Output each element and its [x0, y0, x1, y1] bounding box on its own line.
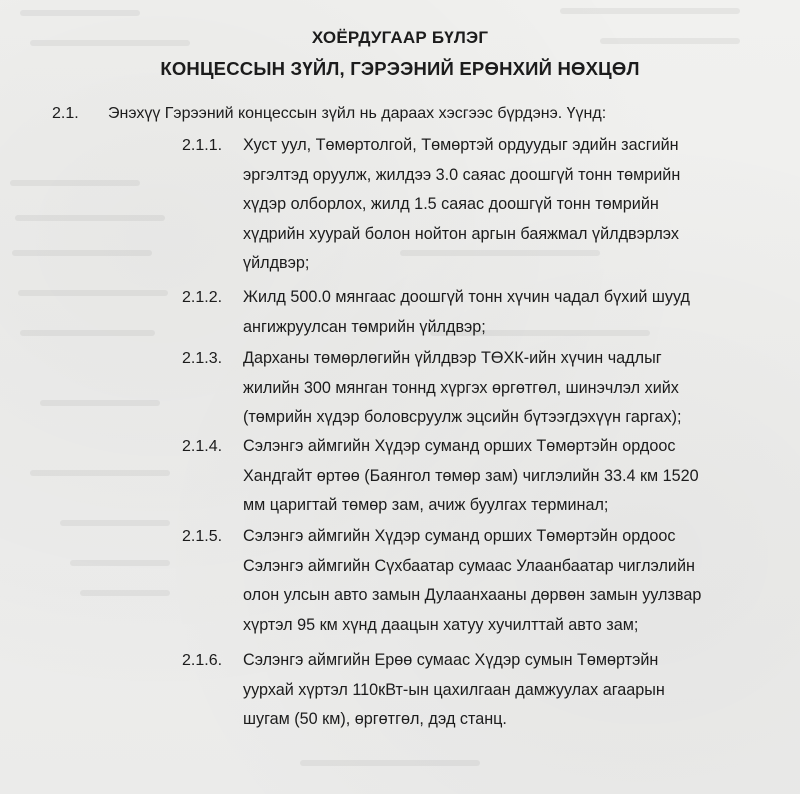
item-line: Сэлэнгэ аймгийн Сүхбаатар сумаас Улаанбаатар чиглэлийн [243, 556, 695, 575]
item-text [243, 344, 740, 433]
item-line: ангижруулсан төмрийн үйлдвэр; [243, 317, 486, 336]
item-line: хүдэр олборлох, жилд 1.5 саяас доошгүй тонн төмрийн [243, 195, 659, 213]
chapter-heading: ХОЁРДУГААР БҮЛЭГ [311, 28, 489, 47]
item-number: 2.1.4. [182, 438, 223, 455]
item-line: шугам (50 км), өргөтгөл, дэд станц. [243, 710, 507, 728]
item-line: Сэлэнгэ аймгийн Хүдэр суманд орших Төмөртэйн ордоос [243, 437, 676, 455]
item-line: уурхай хүртэл 110кВт-ын цахилгаан дамжуулах агаарын [243, 680, 665, 699]
item-line: олон улсын авто замын Дулаанхааны дөрвөн замын уулзвар [243, 586, 702, 604]
item-text [243, 131, 740, 279]
item-text [243, 646, 740, 735]
item-line: (төмрийн хүдэр боловсруулж эцсийн бүтээгдэхүүн гаргах); [243, 408, 682, 426]
item-number: 2.1.1. [182, 137, 223, 154]
item-line: хүртэл 95 км хүнд даацын хатуу хучилттай авто зам; [243, 615, 639, 634]
item-line: Жилд 500.0 мянгаас доошгүй тонн хүчин чадал бүхий шууд [243, 288, 690, 306]
item-line: Хуст уул, Төмөртолгой, Төмөртэй ордуудыг эдийн засгийн [243, 136, 679, 154]
item-number: 2.1.6. [182, 652, 223, 669]
item-number: 2.1.2. [182, 289, 223, 306]
item-line: эргэлтэд оруулж, жилдээ 3.0 саяас доошгүй тонн төмрийн [243, 165, 681, 184]
item-number: 2.1.3. [182, 350, 223, 367]
item-line: үйлдвэр; [243, 254, 310, 272]
item-text [243, 522, 740, 640]
item-text [243, 283, 740, 342]
item-text [243, 432, 740, 521]
item-line: мм царигтай төмөр зам, ачиж буулгах терминал; [243, 496, 609, 514]
item-line: Сэлэнгэ аймгийн Ерөө сумаас Хүдэр сумын Төмөртэйн [243, 651, 659, 669]
item-line: хүдрийн хуурай болон нойтон аргын баяжмал үйлдвэрлэх [243, 224, 679, 243]
chapter-title: КОНЦЕССЫН ЗҮЙЛ, ГЭРЭЭНИЙ ЕРӨНХИЙ НӨХЦӨЛ [160, 58, 640, 79]
item-line: Хандгайт өртөө (Баянгол төмөр зам) чиглэлийн 33.4 км 1520 [243, 466, 699, 485]
item-line: жилийн 300 мянган тоннд хүргэх өргөтгөл, шинэчлэл хийх [243, 378, 679, 397]
item-line: Сэлэнгэ аймгийн Хүдэр суманд орших Төмөртэйн ордоос [243, 527, 676, 545]
section-number: 2.1. [52, 105, 79, 122]
item-line: Дарханы төмөрлөгийн үйлдвэр ТӨХК-ийн хүчин чадлыг [243, 349, 662, 367]
item-number: 2.1.5. [182, 528, 223, 545]
section-intro-text: Энэхүү Гэрээний концессын зүйл нь дараах хэсгээс бүрдэнэ. Үүнд: [108, 105, 607, 122]
